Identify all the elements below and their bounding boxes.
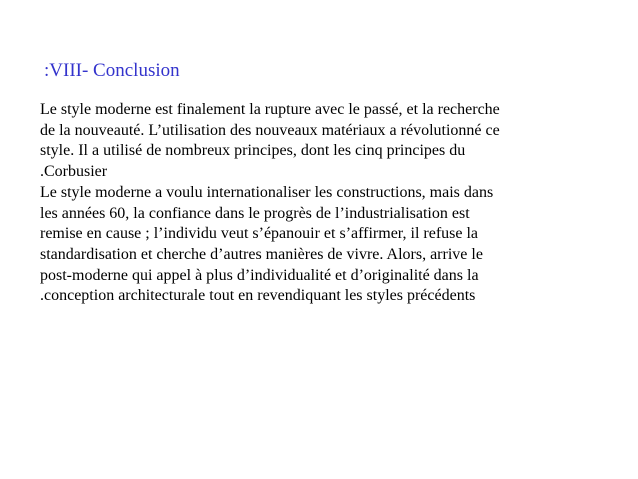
text-line: style. Il a utilisé de nombreux principes, dont les cinq principes du bbox=[40, 142, 466, 160]
text-line: post-moderne qui appel à plus d’individualité et d’originalité dans la bbox=[40, 266, 479, 284]
text-line: Le style moderne a voulu internationaliser les constructions, mais dans bbox=[40, 183, 494, 201]
text-line: .conception architecturale tout en revendiquant les styles précédents bbox=[40, 287, 476, 305]
text-line: Le style moderne est finalement la rupture avec le passé, et la recherche bbox=[40, 101, 500, 118]
text-line: standardisation et cherche d’autres manières de vivre. Alors, arrive le bbox=[40, 245, 483, 263]
text-line: remise en cause ; l’individu veut s’épanouir et s’affirmer, il refuse la bbox=[40, 225, 479, 243]
conclusion-paragraph bbox=[40, 100, 600, 307]
slide-title: :VIII- Conclusion bbox=[44, 60, 180, 81]
text-line: .Corbusier bbox=[40, 163, 108, 181]
text-line: les années 60, la confiance dans le progrès de l’industrialisation est bbox=[40, 204, 470, 222]
text-line: de la nouveauté. L’utilisation des nouveaux matériaux a révolutionné ce bbox=[40, 121, 500, 139]
